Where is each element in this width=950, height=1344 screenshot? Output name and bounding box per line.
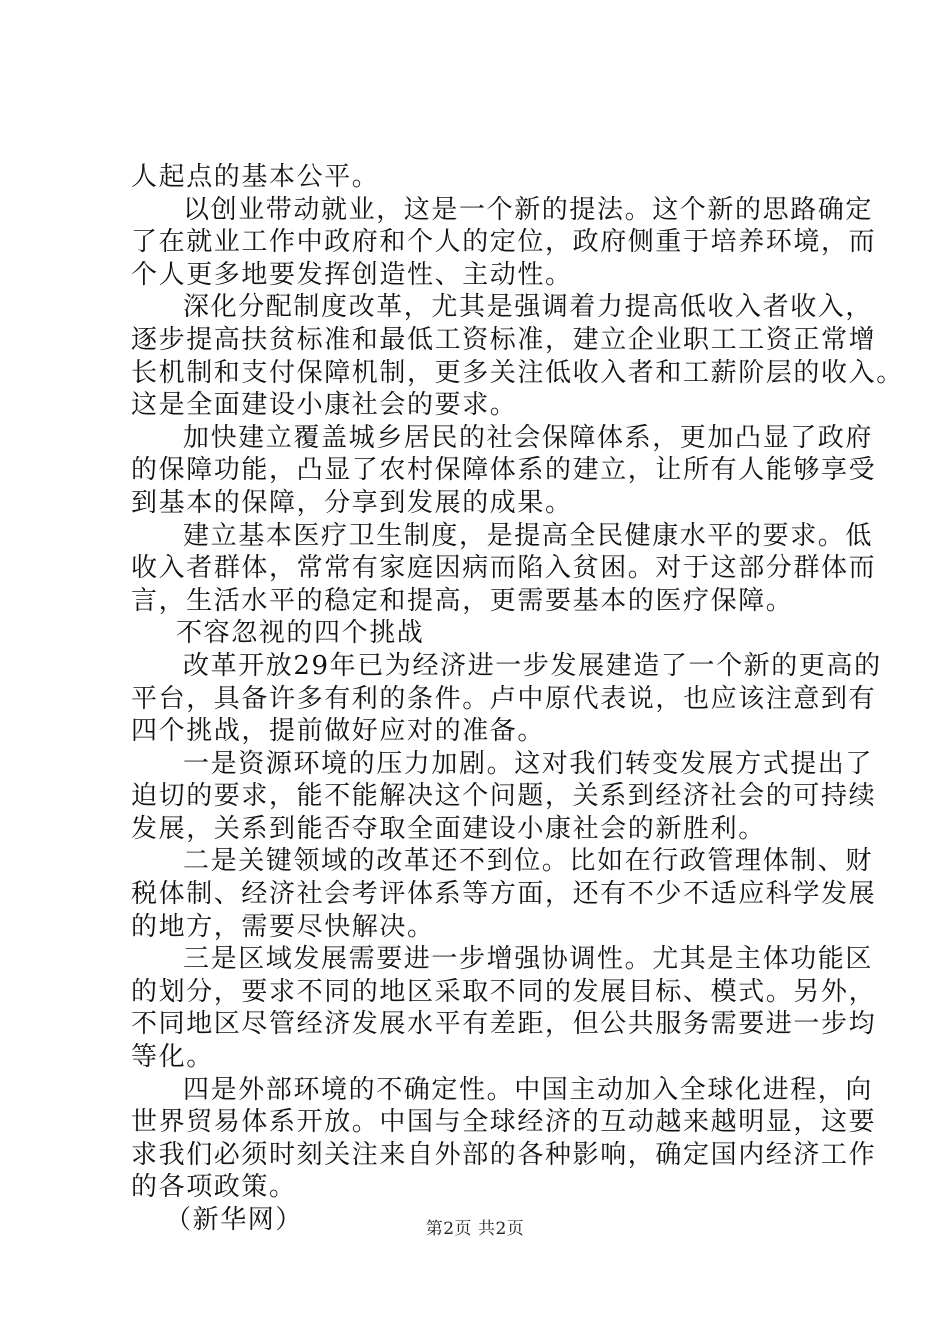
text-line: 逐步提高扶贫标准和最低工资标准，建立企业职工工资正常增 xyxy=(131,324,877,355)
text-line: 的各项政策。 xyxy=(131,1172,297,1203)
page-footer: 第2页 共2页 xyxy=(425,1219,525,1239)
text-line: 建立基本医疗卫生制度，是提高全民健康水平的要求。低 xyxy=(183,520,874,551)
text-line: 税体制、经济社会考评体系等方面，还有不少不适应科学发展 xyxy=(131,879,877,910)
text-line: 个人更多地要发挥创造性、主动性。 xyxy=(131,259,573,290)
text-line: 的划分，要求不同的地区采取不同的发展目标、模式。另外， xyxy=(131,976,877,1007)
text-line: 四是外部环境的不确定性。中国主动加入全球化进程，向 xyxy=(183,1074,874,1105)
text-line: 加快建立覆盖城乡居民的社会保障体系，更加凸显了政府 xyxy=(183,422,874,453)
text-line: 求我们必须时刻关注来自外部的各种影响，确定国内经济工作 xyxy=(131,1139,877,1170)
text-line: 人起点的基本公平。 xyxy=(131,162,380,192)
text-line: 这是全面建设小康社会的要求。 xyxy=(131,390,518,421)
text-line: 言，生活水平的稳定和提高，更需要基本的医疗保障。 xyxy=(131,585,794,616)
text-line: 发展，关系到能否夺取全面建设小康社会的新胜利。 xyxy=(131,813,766,844)
text-line: 不同地区尽管经济发展水平有差距，但公共服务需要进一步均 xyxy=(131,1009,877,1040)
text-line: 的地方，需要尽快解决。 xyxy=(131,911,435,942)
text-line: 的保障功能，凸显了农村保障体系的建立，让所有人能够享受 xyxy=(131,455,877,486)
text-line: 二是关键领域的改革还不到位。比如在行政管理体制、财 xyxy=(183,846,874,877)
text-line: 了在就业工作中政府和个人的定位，政府侧重于培养环境，而 xyxy=(131,227,877,258)
text-line: 一是资源环境的压力加剧。这对我们转变发展方式提出了 xyxy=(183,748,874,779)
text-line: 长机制和支付保障机制，更多关注低收入者和工薪阶层的收入。 xyxy=(131,357,904,388)
section-heading: 不容忽视的四个挑战 xyxy=(176,618,425,649)
text-line: 迫切的要求，能不能解决这个问题，关系到经济社会的可持续 xyxy=(131,781,877,812)
text-line: 深化分配制度改革，尤其是强调着力提高低收入者收入， xyxy=(183,292,874,323)
text-line: 改革开放29年已为经济进一步发展建造了一个新的更高的 xyxy=(183,650,882,681)
text-line: 四个挑战，提前做好应对的准备。 xyxy=(131,716,546,747)
text-line: 收入者群体，常常有家庭因病而陷入贫困。对于这部分群体而 xyxy=(131,553,877,584)
article-body xyxy=(131,161,904,1237)
text-line: 到基本的保障，分享到发展的成果。 xyxy=(131,487,573,518)
text-line: 等化。 xyxy=(131,1042,214,1073)
text-line: 世界贸易体系开放。中国与全球经济的互动越来越明显，这要 xyxy=(131,1107,877,1138)
source-attribution: （新华网） xyxy=(165,1205,304,1235)
text-line: 平台，具备许多有利的条件。卢中原代表说，也应该注意到有 xyxy=(131,683,877,714)
text-line: 三是区域发展需要进一步增强协调性。尤其是主体功能区 xyxy=(183,944,874,975)
text-line: 以创业带动就业，这是一个新的提法。这个新的思路确定 xyxy=(183,194,874,225)
